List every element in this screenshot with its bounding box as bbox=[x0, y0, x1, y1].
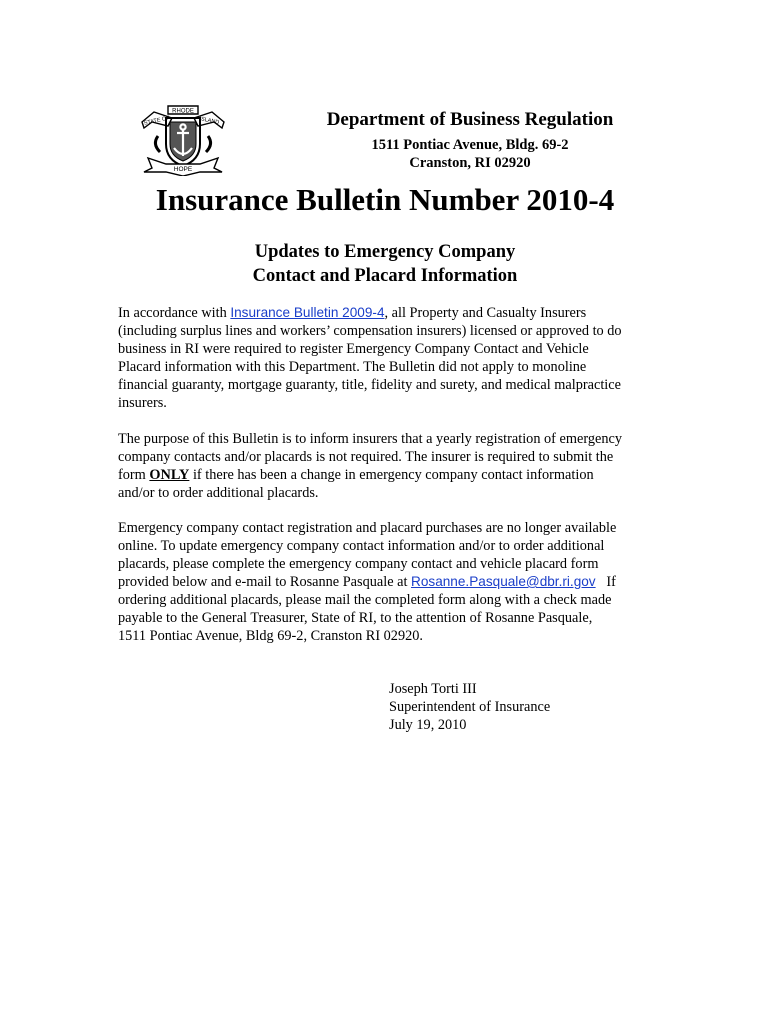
paragraph-3-line-1: Emergency company contact registration and placard purchases are no longer available bbox=[118, 520, 617, 536]
paragraph-3 bbox=[118, 519, 663, 645]
signature-name: Joseph Torti III bbox=[389, 681, 477, 697]
text-segment: if there has been a change in emergency company contact information bbox=[189, 467, 594, 483]
paragraph-3-line-5: ordering additional placards, please mail the completed form along with a check made bbox=[118, 592, 612, 608]
subtitle-line-1: Updates to Emergency Company bbox=[254, 242, 516, 262]
address-line-2: Cranston, RI 02920 bbox=[409, 155, 531, 171]
paragraph-2-line-1: The purpose of this Bulletin is to inform insurers that a yearly registration of emergency bbox=[118, 431, 622, 447]
department-name: Department of Business Regulation bbox=[326, 109, 614, 130]
signature-block bbox=[389, 680, 649, 734]
paragraph-3-line-3: placards, please complete the emergency company contact and vehicle placard form bbox=[118, 556, 599, 572]
text-segment: In accordance with bbox=[118, 305, 231, 321]
paragraph-1-line-5: financial guaranty, mortgage guaranty, title, fidelity and surety, and medical malpractice bbox=[118, 377, 621, 393]
rhode-island-seal bbox=[138, 96, 228, 176]
signature-date: July 19, 2010 bbox=[389, 717, 467, 733]
paragraph-1 bbox=[118, 304, 663, 412]
text-segment: , all Property and Casualty Insurers bbox=[384, 305, 587, 321]
seal-state-text: STATE OF bbox=[143, 115, 171, 127]
seal-island-text: ISLAND bbox=[198, 116, 220, 127]
paragraph-3-line-4 bbox=[118, 573, 663, 591]
paragraph-1-line-3: business in RI were required to register Emergency Company Contact and Vehicle bbox=[118, 341, 589, 357]
text-segment: form bbox=[118, 467, 150, 483]
paragraph-2-line-2: company contacts and/or placards is not required. The insurer is required to submit the bbox=[118, 449, 614, 465]
paragraph-2-line-4: and/or to order additional placards. bbox=[118, 485, 319, 501]
text-segment: provided below and e-mail to Rosanne Pasquale at bbox=[118, 574, 412, 590]
paragraph-1-line-2: (including surplus lines and workers’ compensation insurers) licensed or approved to do bbox=[118, 323, 622, 339]
subtitle-line-2: Contact and Placard Information bbox=[252, 266, 518, 286]
only-emphasis: ONLY bbox=[149, 467, 190, 483]
seal-top-text: RHODE bbox=[172, 108, 194, 115]
text-segment: If bbox=[595, 574, 616, 590]
paragraph-2-line-3 bbox=[118, 466, 663, 484]
address-line-1: 1511 Pontiac Avenue, Bldg. 69-2 bbox=[371, 137, 569, 153]
email-link[interactable]: Rosanne.Pasquale@dbr.ri.gov bbox=[411, 574, 596, 589]
seal-motto: HOPE bbox=[173, 166, 193, 173]
paragraph-1-line-6: insurers. bbox=[118, 395, 167, 411]
paragraph-3-line-6: payable to the General Treasurer, State of RI, to the attention of Rosanne Pasquale, bbox=[118, 610, 593, 626]
paragraph-1-line-4: Placard information with this Department. The Bulletin did not apply to monoline bbox=[118, 359, 587, 375]
paragraph-1-line-1 bbox=[118, 304, 663, 322]
paragraph-2 bbox=[118, 430, 663, 502]
signature-role: Superintendent of Insurance bbox=[389, 699, 551, 715]
paragraph-3-line-2: online. To update emergency company contact information and/or to order additional bbox=[118, 538, 605, 554]
paragraph-3-line-7: 1511 Pontiac Avenue, Bldg 69-2, Cranston RI 02920. bbox=[118, 628, 423, 644]
bulletin-title: Insurance Bulletin Number 2010-4 bbox=[155, 182, 615, 217]
insurance-bulletin-2009-4-link[interactable]: Insurance Bulletin 2009-4 bbox=[230, 305, 385, 320]
